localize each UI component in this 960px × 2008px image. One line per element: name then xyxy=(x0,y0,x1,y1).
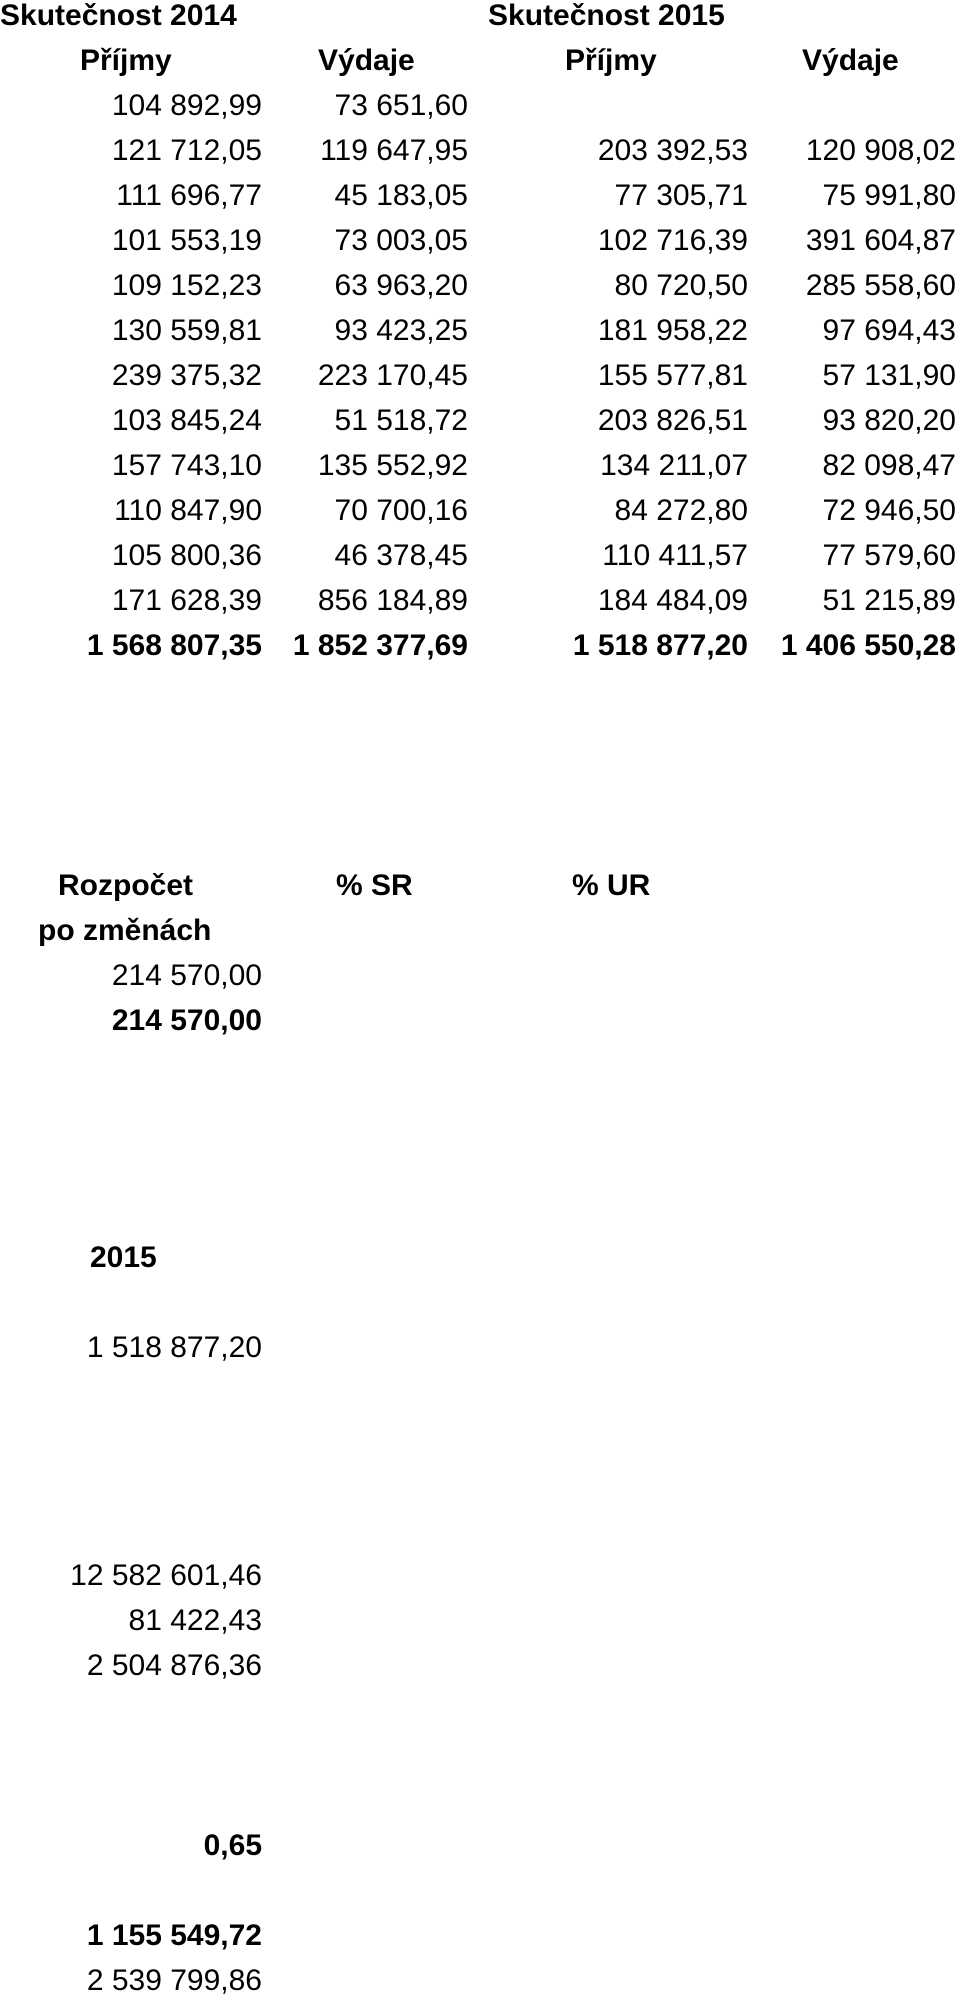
cell-vydaje-2015: 82 098,47 xyxy=(822,449,956,482)
cell-prijmy-2014: 111 696,77 xyxy=(116,179,262,212)
cell-vydaje-2014: 93 423,25 xyxy=(334,314,468,347)
cell-prijmy-2014: 103 845,24 xyxy=(111,404,262,437)
cell-prijmy-2015: 80 720,50 xyxy=(614,269,748,302)
cell-prijmy-2015: 203 392,53 xyxy=(597,134,748,167)
cell-vydaje-2015: 75 991,80 xyxy=(822,179,956,212)
cell-prijmy-2014: 157 743,10 xyxy=(111,449,262,482)
cell-vydaje-2014: 73 651,60 xyxy=(334,89,468,122)
total-prijmy-2014: 1 568 807,35 xyxy=(86,629,262,662)
cell-prijmy-2014: 239 375,32 xyxy=(111,359,262,392)
total-vydaje-2014: 1 852 377,69 xyxy=(292,629,468,662)
cell-vydaje-2014: 46 378,45 xyxy=(334,539,468,572)
cell-vydaje-2015: 391 604,87 xyxy=(805,224,956,257)
cell-vydaje-2014: 135 552,92 xyxy=(317,449,468,482)
list-item: 81 422,43 xyxy=(128,1604,262,1637)
cell-vydaje-2014: 73 003,05 xyxy=(334,224,468,257)
total-prijmy-2015: 1 518 877,20 xyxy=(572,629,748,662)
cell-prijmy-2014: 109 152,23 xyxy=(111,269,262,302)
po-zmenach-label: po změnách xyxy=(38,914,212,947)
cell-vydaje-2015: 72 946,50 xyxy=(822,494,956,527)
last-value: 2 539 799,86 xyxy=(86,1964,262,1997)
cell-prijmy-2014: 104 892,99 xyxy=(111,89,262,122)
cell-vydaje-2015: 97 694,43 xyxy=(822,314,956,347)
cell-vydaje-2015: 51 215,89 xyxy=(822,584,956,617)
cell-vydaje-2015: 285 558,60 xyxy=(805,269,956,302)
year-2015-value: 1 518 877,20 xyxy=(86,1331,262,1364)
list-item: 12 582 601,46 xyxy=(70,1559,262,1592)
cell-vydaje-2014: 70 700,16 xyxy=(334,494,468,527)
cell-vydaje-2014: 63 963,20 xyxy=(334,269,468,302)
sum-value: 1 155 549,72 xyxy=(86,1919,262,1952)
cell-prijmy-2014: 171 628,39 xyxy=(111,584,262,617)
cell-vydaje-2015: 93 820,20 xyxy=(822,404,956,437)
cell-vydaje-2014: 856 184,89 xyxy=(317,584,468,617)
header-prijmy-2015: Příjmy xyxy=(565,44,657,77)
list-item: 2 504 876,36 xyxy=(86,1649,262,1682)
rozpocet-label: Rozpočet xyxy=(58,869,193,902)
cell-vydaje-2014: 51 518,72 xyxy=(334,404,468,437)
header-prijmy-2014: Příjmy xyxy=(80,44,172,77)
year-2015-label: 2015 xyxy=(90,1241,157,1274)
cell-vydaje-2015: 77 579,60 xyxy=(822,539,956,572)
budget-value: 214 570,00 xyxy=(111,959,262,992)
cell-prijmy-2014: 105 800,36 xyxy=(111,539,262,572)
header-skutecnost-2015: Skutečnost 2015 xyxy=(488,0,725,32)
cell-prijmy-2015: 155 577,81 xyxy=(597,359,748,392)
cell-prijmy-2014: 101 553,19 xyxy=(111,224,262,257)
cell-vydaje-2014: 223 170,45 xyxy=(317,359,468,392)
cell-prijmy-2014: 130 559,81 xyxy=(111,314,262,347)
cell-prijmy-2015: 84 272,80 xyxy=(614,494,748,527)
cell-prijmy-2015: 134 211,07 xyxy=(600,449,748,482)
cell-prijmy-2015: 110 411,57 xyxy=(602,539,748,572)
header-vydaje-2014: Výdaje xyxy=(318,44,415,77)
header-skutecnost-2014: Skutečnost 2014 xyxy=(0,0,237,32)
cell-vydaje-2014: 119 647,95 xyxy=(320,134,468,167)
cell-vydaje-2014: 45 183,05 xyxy=(334,179,468,212)
cell-prijmy-2015: 102 716,39 xyxy=(597,224,748,257)
cell-prijmy-2015: 181 958,22 xyxy=(597,314,748,347)
header-vydaje-2015: Výdaje xyxy=(802,44,899,77)
cell-vydaje-2015: 57 131,90 xyxy=(822,359,956,392)
cell-prijmy-2015: 77 305,71 xyxy=(614,179,748,212)
budget-total: 214 570,00 xyxy=(111,1004,262,1037)
cell-prijmy-2014: 110 847,90 xyxy=(114,494,262,527)
pct-ur-label: % UR xyxy=(572,869,651,902)
cell-prijmy-2015: 203 826,51 xyxy=(597,404,748,437)
cell-prijmy-2015: 184 484,09 xyxy=(597,584,748,617)
total-vydaje-2015: 1 406 550,28 xyxy=(780,629,956,662)
cell-prijmy-2014: 121 712,05 xyxy=(111,134,262,167)
pct-sr-label: % SR xyxy=(336,869,413,902)
cell-vydaje-2015: 120 908,02 xyxy=(805,134,956,167)
ratio-value: 0,65 xyxy=(203,1829,262,1862)
